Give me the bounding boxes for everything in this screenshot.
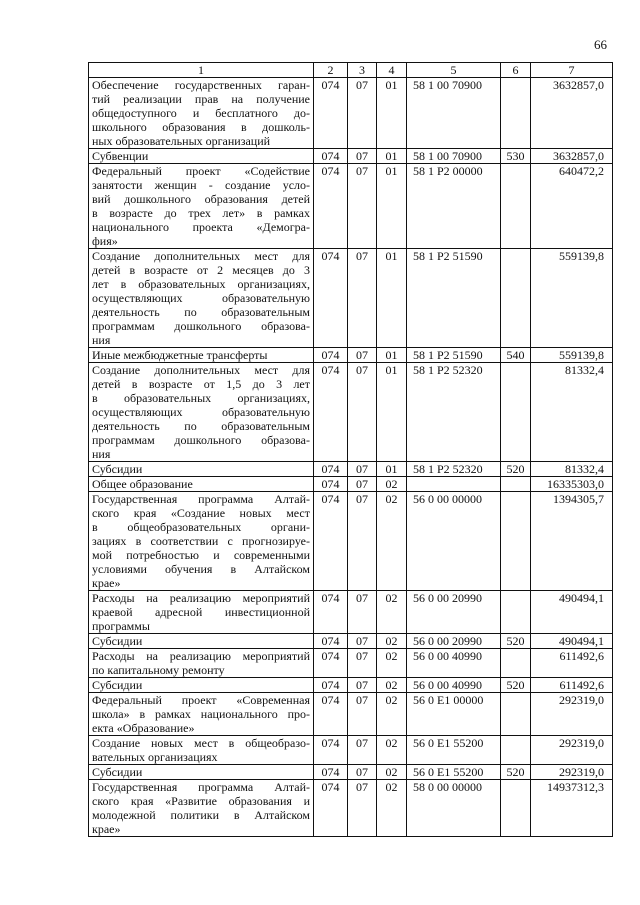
table-row: [89, 765, 613, 780]
cell-section: 07: [348, 249, 377, 348]
cell-expense-type: 530: [501, 149, 531, 164]
cell-amount: 16335303,0: [531, 477, 613, 492]
cell-section: 07: [348, 591, 377, 634]
cell-admin-code: 074: [314, 678, 348, 693]
description-line: Федеральный проект «Современная: [92, 693, 310, 707]
cell-admin-code: 074: [314, 249, 348, 348]
description-line: краевой адресной инвестиционной: [92, 605, 310, 619]
cell-section: 07: [348, 765, 377, 780]
cell-admin-code: 074: [314, 693, 348, 736]
header-col-6: 6: [501, 63, 531, 78]
table-row: [89, 591, 613, 634]
cell-section: 07: [348, 462, 377, 477]
cell-subsection: 02: [377, 693, 407, 736]
description-line: ния: [92, 447, 111, 461]
cell-admin-code: 074: [314, 363, 348, 462]
description-line: Государственная программа Алтай-: [92, 492, 310, 506]
description-line: вий дошкольного образования детей: [92, 192, 310, 206]
cell-section: 07: [348, 492, 377, 591]
description-line: Создание новых мест в общеобразо-: [92, 736, 310, 750]
description-line: детей в возрасте от 1,5 до 3 лет: [92, 377, 310, 391]
description-line: молодежной политики в Алтайском: [92, 808, 310, 822]
cell-description: [89, 591, 314, 634]
cell-section: 07: [348, 649, 377, 678]
cell-admin-code: 074: [314, 492, 348, 591]
cell-admin-code: 074: [314, 780, 348, 837]
cell-target-article: 58 1 P2 52320: [407, 363, 501, 462]
cell-target-article: 58 1 P2 51590: [407, 249, 501, 348]
cell-admin-code: 074: [314, 634, 348, 649]
cell-admin-code: 074: [314, 164, 348, 249]
cell-amount: 292319,0: [531, 693, 613, 736]
cell-expense-type: [501, 649, 531, 678]
cell-amount: 3632857,0: [531, 149, 613, 164]
cell-description: [89, 149, 314, 164]
description-line: Субсидии: [92, 462, 143, 476]
cell-target-article: 56 0 00 20990: [407, 591, 501, 634]
cell-section: 07: [348, 149, 377, 164]
cell-subsection: 01: [377, 363, 407, 462]
cell-description: [89, 492, 314, 591]
description-line: школа» в рамках национального про-: [92, 707, 310, 721]
header-col-4: 4: [377, 63, 407, 78]
table-row: [89, 634, 613, 649]
cell-target-article: 58 1 P2 51590: [407, 348, 501, 363]
table-row: [89, 780, 613, 837]
cell-amount: 611492,6: [531, 649, 613, 678]
cell-target-article: 58 1 00 70900: [407, 78, 501, 149]
cell-expense-type: 520: [501, 634, 531, 649]
description-line: деятельность по образовательным: [92, 305, 310, 319]
cell-target-article: 56 0 E1 00000: [407, 693, 501, 736]
cell-section: 07: [348, 693, 377, 736]
cell-amount: 14937312,3: [531, 780, 613, 837]
cell-amount: 292319,0: [531, 765, 613, 780]
description-line: Создание дополнительных мест для: [92, 249, 310, 263]
description-line: в образовательных организациях,: [92, 391, 310, 405]
cell-subsection: 02: [377, 477, 407, 492]
budget-table: [88, 62, 613, 837]
cell-subsection: 02: [377, 591, 407, 634]
cell-target-article: 58 0 00 00000: [407, 780, 501, 837]
description-line: Обеспечение государственных гаран-: [92, 78, 310, 92]
cell-subsection: 02: [377, 780, 407, 837]
table-row: [89, 164, 613, 249]
cell-subsection: 01: [377, 164, 407, 249]
description-line: Федеральный проект «Содействие: [92, 164, 310, 178]
cell-expense-type: [501, 736, 531, 765]
cell-subsection: 01: [377, 149, 407, 164]
table-header: [89, 63, 613, 78]
description-line: в общеобразовательных органи-: [92, 520, 310, 534]
cell-section: 07: [348, 634, 377, 649]
cell-description: [89, 634, 314, 649]
table-row: [89, 492, 613, 591]
description-line: Общее образование: [92, 477, 193, 491]
budget-table-body: [89, 78, 613, 837]
cell-description: [89, 765, 314, 780]
cell-target-article: 58 1 P2 00000: [407, 164, 501, 249]
cell-subsection: 02: [377, 736, 407, 765]
description-line: осуществляющих образовательную: [92, 291, 310, 305]
cell-admin-code: 074: [314, 348, 348, 363]
cell-section: 07: [348, 348, 377, 363]
table-row: [89, 678, 613, 693]
cell-admin-code: 074: [314, 477, 348, 492]
cell-subsection: 02: [377, 678, 407, 693]
cell-expense-type: 520: [501, 678, 531, 693]
description-line: Иные межбюджетные трансферты: [92, 348, 268, 362]
description-line: школьного образования в дошколь-: [92, 120, 310, 134]
cell-expense-type: [501, 477, 531, 492]
cell-amount: 1394305,7: [531, 492, 613, 591]
cell-expense-type: [501, 164, 531, 249]
description-line: Расходы на реализацию мероприятий: [92, 649, 310, 663]
table-row: [89, 693, 613, 736]
cell-admin-code: 074: [314, 591, 348, 634]
description-line: по капитальному ремонту: [92, 663, 225, 677]
cell-admin-code: 074: [314, 765, 348, 780]
description-line: программы: [92, 619, 150, 633]
description-line: программам дошкольного образова-: [92, 319, 310, 333]
cell-section: 07: [348, 678, 377, 693]
cell-target-article: 56 0 00 00000: [407, 492, 501, 591]
cell-amount: 3632857,0: [531, 78, 613, 149]
description-line: занятости женщин - создание усло-: [92, 178, 310, 192]
cell-amount: 490494,1: [531, 591, 613, 634]
cell-amount: 81332,4: [531, 363, 613, 462]
cell-expense-type: 520: [501, 462, 531, 477]
description-line: в возрасте до трех лет» в рамках: [92, 206, 310, 220]
table-row: [89, 477, 613, 492]
description-line: вательных организациях: [92, 750, 218, 764]
page-number: 66: [594, 37, 607, 52]
description-line: национального проекта «Демогра-: [92, 220, 310, 234]
description-line: программам дошкольного образова-: [92, 433, 310, 447]
cell-description: [89, 678, 314, 693]
cell-expense-type: [501, 78, 531, 149]
cell-target-article: 58 1 P2 52320: [407, 462, 501, 477]
cell-description: [89, 649, 314, 678]
table-row: [89, 149, 613, 164]
cell-expense-type: [501, 363, 531, 462]
cell-expense-type: [501, 693, 531, 736]
cell-amount: 559139,8: [531, 348, 613, 363]
cell-description: [89, 780, 314, 837]
cell-target-article: 56 0 00 40990: [407, 678, 501, 693]
cell-subsection: 01: [377, 462, 407, 477]
cell-target-article: 56 0 E1 55200: [407, 736, 501, 765]
header-row: [89, 63, 613, 78]
description-line: деятельность по образовательным: [92, 419, 310, 433]
description-line: ского края «Развитие образования и: [92, 794, 310, 808]
table-row: [89, 249, 613, 348]
cell-description: [89, 164, 314, 249]
header-col-1: 1: [89, 63, 314, 78]
cell-target-article: 56 0 00 20990: [407, 634, 501, 649]
cell-subsection: 01: [377, 78, 407, 149]
table-row: [89, 363, 613, 462]
cell-description: [89, 363, 314, 462]
cell-description: [89, 736, 314, 765]
cell-section: 07: [348, 477, 377, 492]
cell-expense-type: [501, 780, 531, 837]
description-line: Государственная программа Алтай-: [92, 780, 310, 794]
description-line: Расходы на реализацию мероприятий: [92, 591, 310, 605]
description-line: условиями обучения в Алтайском: [92, 562, 310, 576]
description-line: крае»: [92, 822, 121, 836]
cell-amount: 490494,1: [531, 634, 613, 649]
description-line: мой потребностью и современными: [92, 548, 310, 562]
cell-expense-type: 540: [501, 348, 531, 363]
cell-admin-code: 074: [314, 649, 348, 678]
cell-subsection: 02: [377, 765, 407, 780]
cell-subsection: 01: [377, 249, 407, 348]
cell-target-article: 58 1 00 70900: [407, 149, 501, 164]
cell-expense-type: 520: [501, 765, 531, 780]
table-row: [89, 348, 613, 363]
description-line: Субсидии: [92, 765, 143, 779]
description-line: осуществляющих образовательную: [92, 405, 310, 419]
cell-amount: 611492,6: [531, 678, 613, 693]
cell-section: 07: [348, 736, 377, 765]
cell-section: 07: [348, 164, 377, 249]
cell-description: [89, 348, 314, 363]
cell-description: [89, 78, 314, 149]
cell-description: [89, 462, 314, 477]
table-row: [89, 78, 613, 149]
description-line: екта «Образование»: [92, 721, 195, 735]
cell-admin-code: 074: [314, 462, 348, 477]
description-line: ния: [92, 333, 111, 347]
header-col-5: 5: [407, 63, 501, 78]
header-col-7: 7: [531, 63, 613, 78]
description-line: Создание дополнительных мест для: [92, 363, 310, 377]
cell-expense-type: [501, 492, 531, 591]
cell-description: [89, 249, 314, 348]
table-row: [89, 649, 613, 678]
cell-description: [89, 693, 314, 736]
description-line: общедоступного и бесплатного до-: [92, 106, 310, 120]
cell-section: 07: [348, 780, 377, 837]
cell-amount: 292319,0: [531, 736, 613, 765]
cell-target-article: 56 0 E1 55200: [407, 765, 501, 780]
cell-description: [89, 477, 314, 492]
cell-amount: 81332,4: [531, 462, 613, 477]
description-line: фия»: [92, 234, 118, 248]
cell-subsection: 02: [377, 649, 407, 678]
cell-amount: 640472,2: [531, 164, 613, 249]
cell-admin-code: 074: [314, 149, 348, 164]
cell-subsection: 01: [377, 348, 407, 363]
cell-expense-type: [501, 249, 531, 348]
header-col-3: 3: [348, 63, 377, 78]
description-line: крае»: [92, 576, 121, 590]
description-line: Субвенции: [92, 149, 149, 163]
description-line: тий реализации прав на получение: [92, 92, 310, 106]
cell-target-article: [407, 477, 501, 492]
table-row: [89, 462, 613, 477]
description-line: ных образовательных организаций: [92, 134, 271, 148]
cell-admin-code: 074: [314, 736, 348, 765]
description-line: Субсидии: [92, 678, 143, 692]
cell-amount: 559139,8: [531, 249, 613, 348]
description-line: детей в возрасте от 2 месяцев до 3: [92, 263, 310, 277]
cell-section: 07: [348, 78, 377, 149]
cell-admin-code: 074: [314, 78, 348, 149]
cell-expense-type: [501, 591, 531, 634]
description-line: Субсидии: [92, 634, 143, 648]
table-row: [89, 736, 613, 765]
cell-subsection: 02: [377, 634, 407, 649]
header-col-2: 2: [314, 63, 348, 78]
cell-target-article: 56 0 00 40990: [407, 649, 501, 678]
description-line: зациях в соответствии с прогнозируе-: [92, 534, 310, 548]
description-line: лет в образовательных организациях,: [92, 277, 310, 291]
description-line: ского края «Создание новых мест: [92, 506, 310, 520]
cell-section: 07: [348, 363, 377, 462]
cell-subsection: 02: [377, 492, 407, 591]
